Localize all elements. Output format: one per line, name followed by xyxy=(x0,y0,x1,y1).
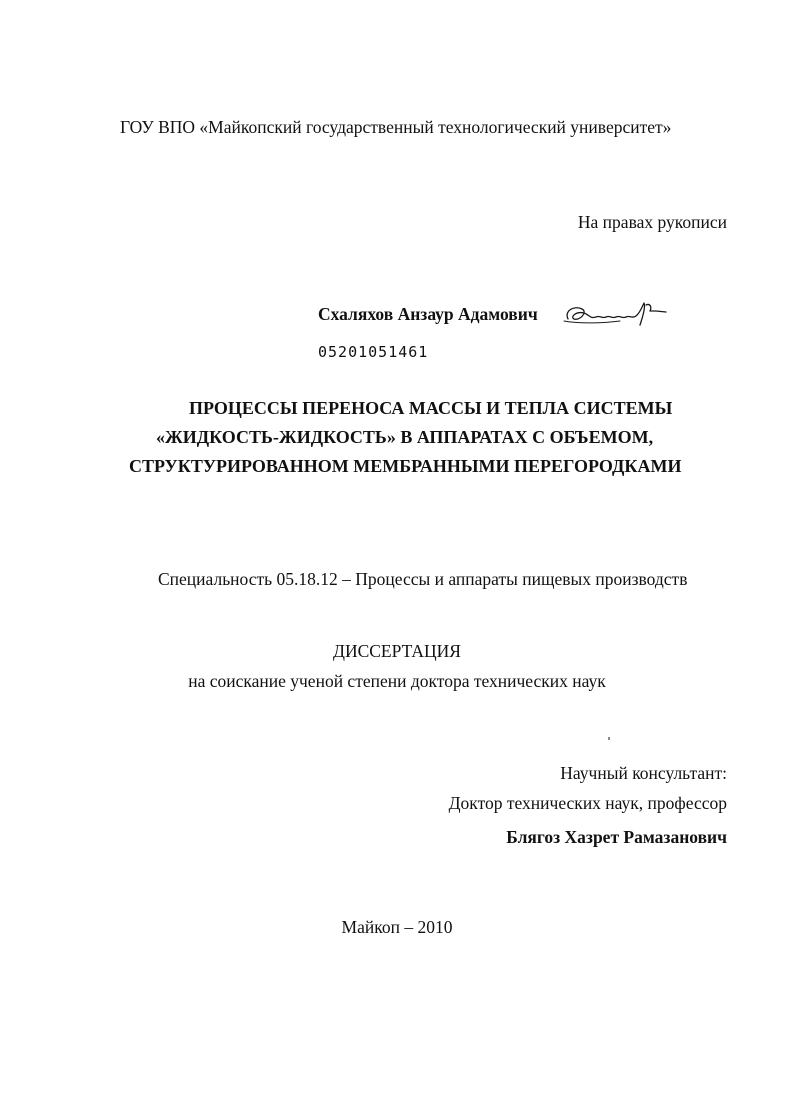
consultant-label: Научный консультант: xyxy=(560,763,727,783)
city-year: Майкоп – 2010 xyxy=(341,917,453,937)
dissertation-title-line-3: СТРУКТУРИРОВАННОМ МЕМБРАННЫМИ ПЕРЕГОРОДКАМИ xyxy=(129,456,682,476)
consultant-name: Блягоз Хазрет Рамазанович xyxy=(506,827,727,847)
author-name: Схаляхов Анзаур Адамович xyxy=(318,303,538,324)
catalog-number: 05201051461 xyxy=(318,343,429,361)
specialty-line: Специальность 05.18.12 – Процессы и аппараты пищевых производств xyxy=(158,569,688,589)
dissertation-heading: ДИССЕРТАЦИЯ xyxy=(333,641,461,661)
author-block xyxy=(318,296,668,332)
dissertation-title-line-1: ПРОЦЕССЫ ПЕРЕНОСА МАССЫ И ТЕПЛА СИСТЕМЫ xyxy=(189,398,673,418)
consultant-degree: Доктор технических наук, профессор xyxy=(448,793,727,813)
dissertation-subheading: на соискание ученой степени доктора технических наук xyxy=(188,671,606,691)
manuscript-rights-note: На правах рукописи xyxy=(577,212,727,232)
institution-name: ГОУ ВПО «Майкопский государственный технологический университет» xyxy=(120,117,672,137)
author-signature xyxy=(560,297,668,331)
dissertation-title-line-2: «ЖИДКОСТЬ-ЖИДКОСТЬ» В АППАРАТАХ С ОБЪЕМОМ, xyxy=(156,427,654,447)
scan-speck xyxy=(608,737,610,740)
